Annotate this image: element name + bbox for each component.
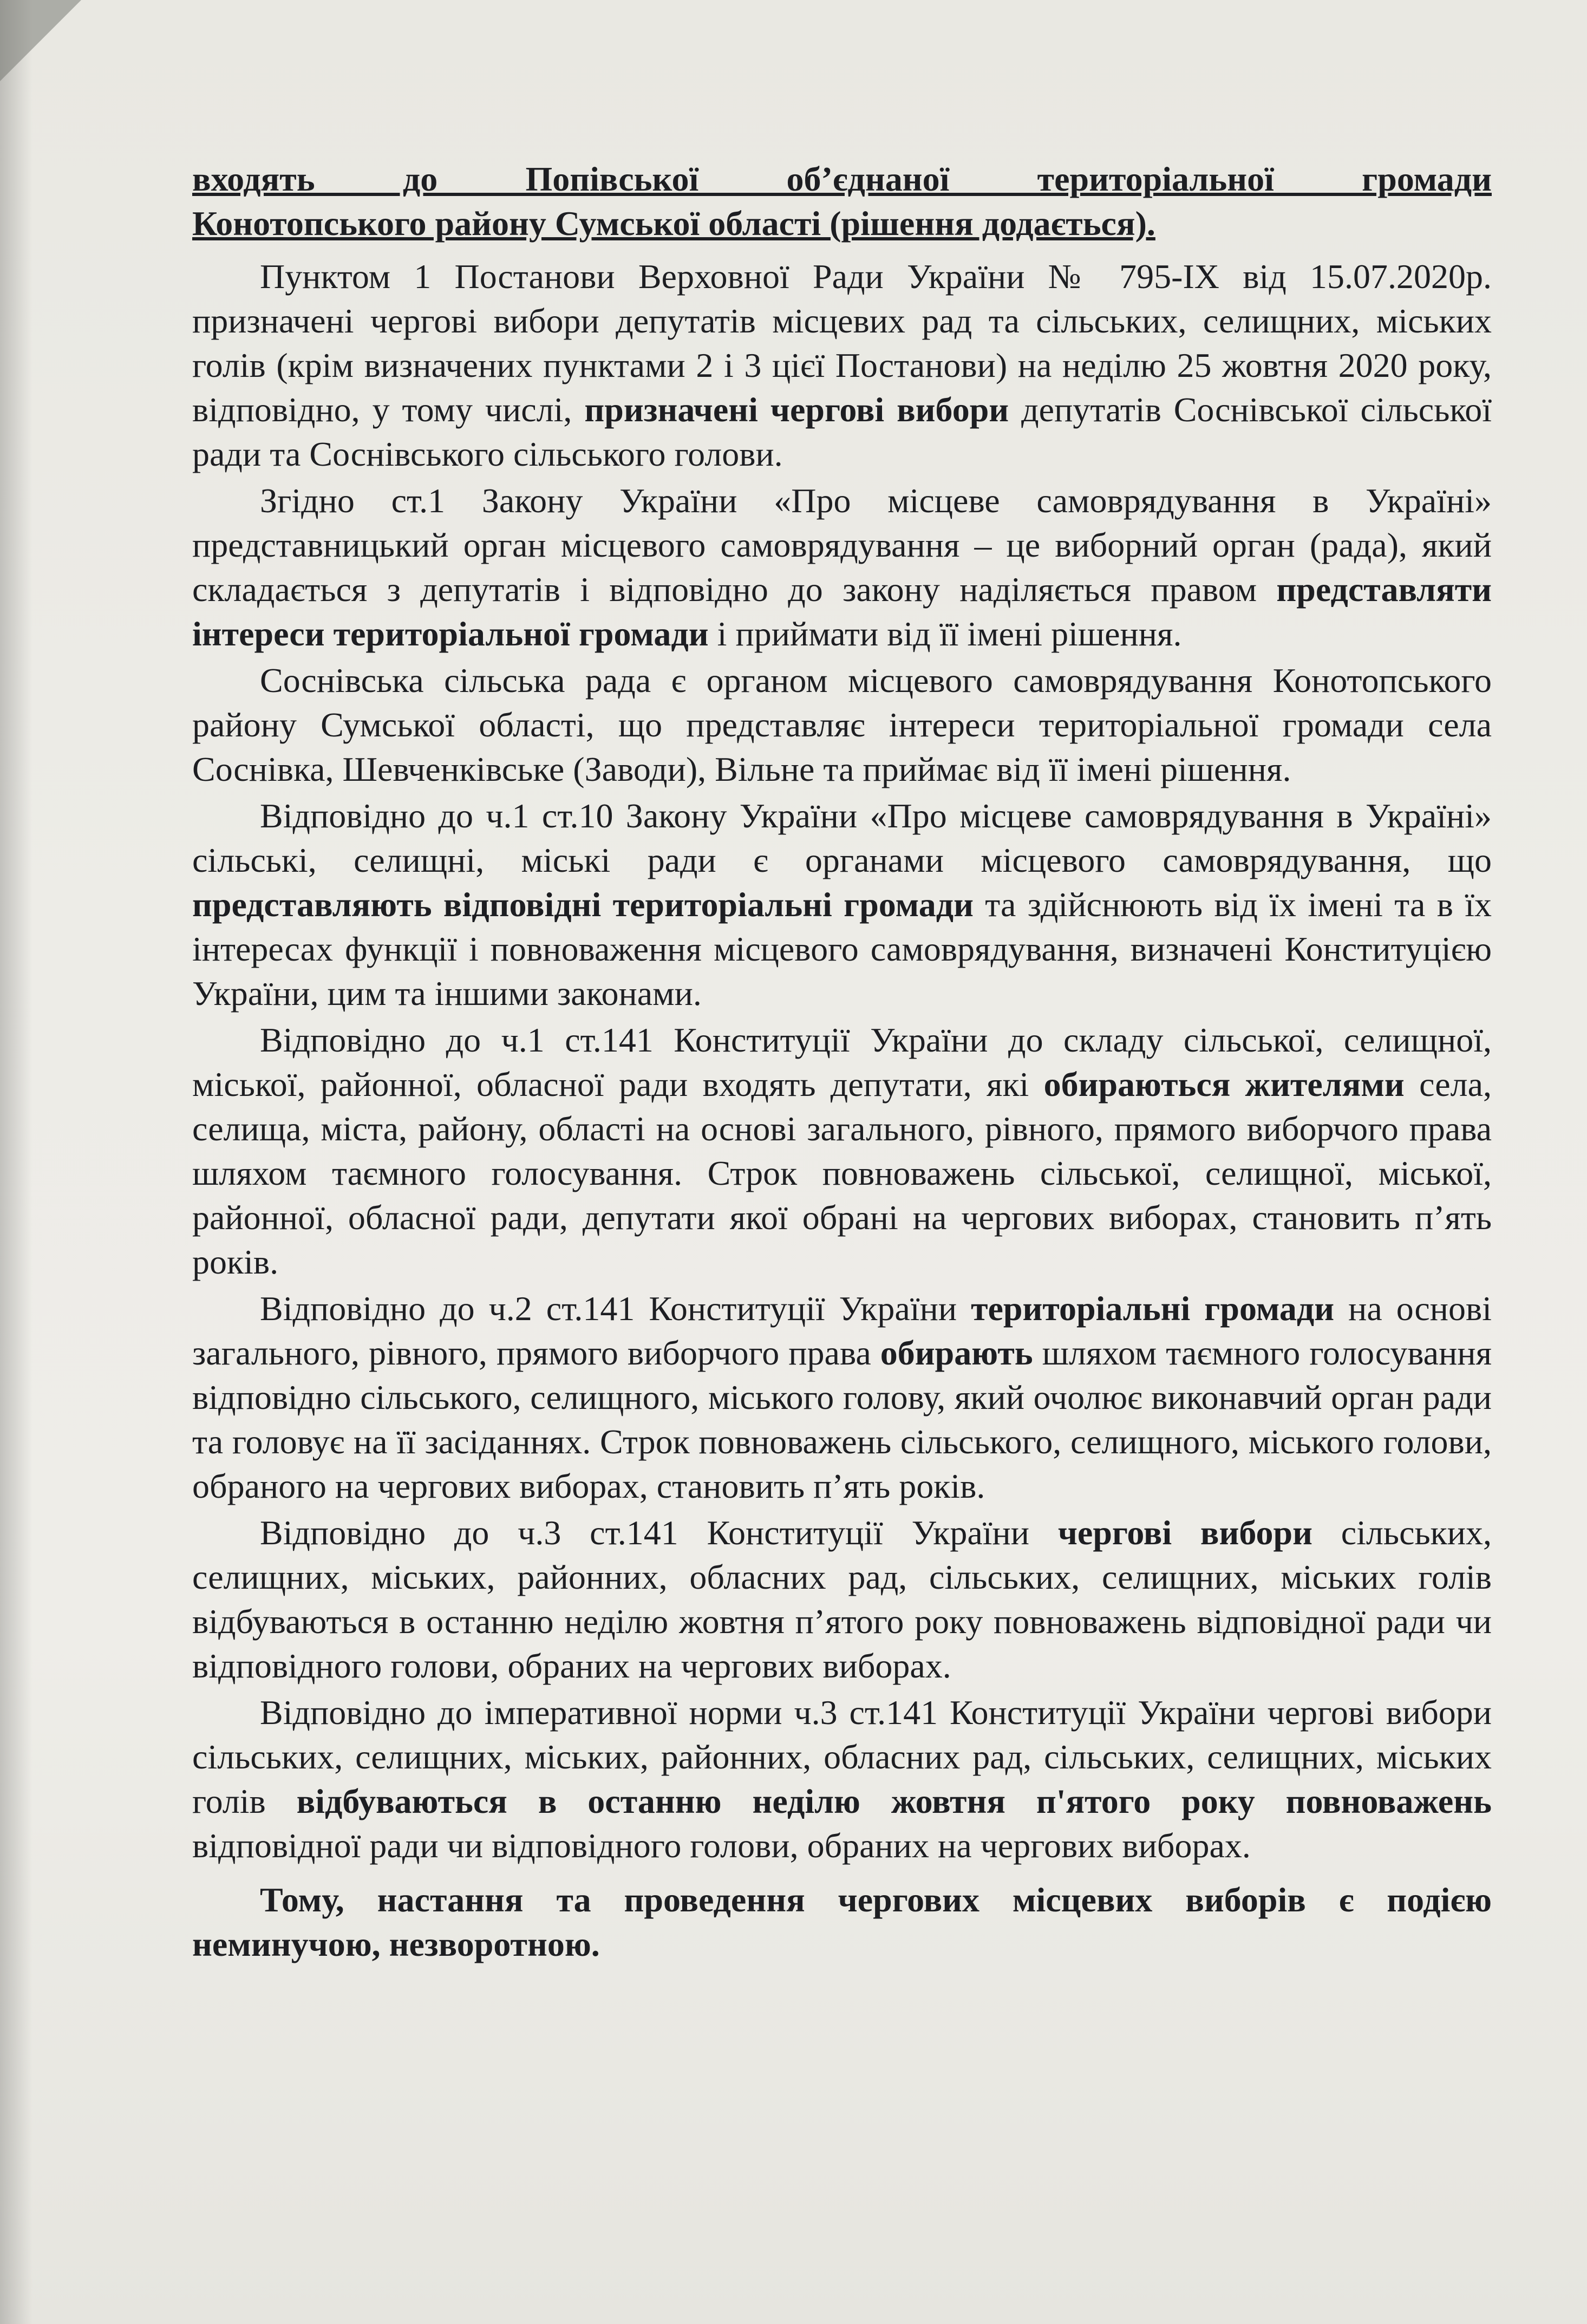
paragraph-2-text-1: Згідно ст.1 Закону України «Про місцеве самоврядування в Україні» представницький орган місцевого самоврядування – це виборний орган (рада), який складається з депутатів і відповідно до закону наділяється правом [192,481,1492,609]
paragraph-6-bold-1: територіальні громади [971,1289,1335,1328]
paragraph-2-text-2: і приймати від її імені рішення. [708,615,1182,653]
document-body [192,157,1492,1967]
paragraph-3-text-1: Соснівська сільська рада є органом місцевого самоврядування Конотопського району Сумської області, що представляє інтереси територіальної громади села Соснівка, Шевченківське (Заводи), Вільне та приймає від її імені рішення. [192,661,1492,788]
paragraph-8-bold-1: відбуваються в останню неділю жовтня п'ятого року повноважень [296,1782,1492,1820]
paragraph-5-text-1: Відповідно до ч.1 ст.141 Конституції України до складу сільської, селищної, міської, районної, обласної ради входять депутати, які [192,1021,1492,1104]
paragraph-7-text-2: сільських, селищних, міських, районних, обласних рад, сільських, селищних, міських голів відбуваються в останню неділю жовтня п’ятого року повноважень відповідної ради чи відповідного голови, обраних на чергових виборах. [192,1513,1492,1685]
paragraph-8-text-2: відповідної ради чи відповідного голови, обраних на чергових виборах. [192,1826,1251,1865]
paragraph-1-text-2: депутатів Соснівської сільської ради та Соснівського сільського голови. [192,390,1492,473]
paragraph-2 [192,479,1492,656]
paragraph-5-bold-1: обираються жителями [1043,1065,1405,1104]
paragraph-6-text-3: шляхом таємного голосування відповідно сільського, селищного, міського голову, який очолює виконавчий орган ради та головує на її засіданнях. Строк повноважень сільського, селищного, міського голови, обраного на чергових виборах, становить п’ять років. [192,1334,1492,1505]
paragraph-7 [192,1511,1492,1688]
paragraph-2-bold-1: представляти інтереси територіальної громади [192,570,1492,653]
conclusion-paragraph: Тому, настання та проведення чергових місцевих виборів є подією неминучою, незворотною. [192,1881,1492,1963]
paragraph-7-text-1: Відповідно до ч.3 ст.141 Конституції України [260,1513,1058,1552]
paragraph-1 [192,254,1492,476]
paragraph-4 [192,794,1492,1016]
paragraph-4-text-2: та здійснюють від їх імені та в їх інтересах функції і повноваження місцевого самоврядування, визначені Конституцією України, цим та іншими законами. [192,885,1492,1013]
paragraph-3 [192,658,1492,792]
header-line-2: Конотопського району Сумської області (рішення додається). [192,204,1155,243]
paragraph-6 [192,1287,1492,1509]
paragraph-4-bold-1: представляють відповідні територіальні громади [192,885,974,924]
paragraph-6-text-2: на основі загального, рівного, прямого виборчого права [192,1289,1492,1372]
paragraph-6-text-1: Відповідно до ч.2 ст.141 Конституції України [260,1289,971,1328]
paragraph-5-text-2: села, селища, міста, району, області на основі загального, рівного, прямого виборчого права шляхом таємного голосування. Строк повноважень сільської, селищної, міської, районної, обласної ради, депутати якої обрані на чергових виборах, становить п’ять років. [192,1065,1492,1281]
paragraph-6-bold-2: обирають [880,1334,1033,1372]
paragraph-7-bold-1: чергові вибори [1057,1513,1312,1552]
paragraph-4-text-1: Відповідно до ч.1 ст.10 Закону України «Про місцеве самоврядування в Україні» сільські, селищні, міські ради є органами місцевого самоврядування, що [192,797,1492,879]
paragraph-8-text-1: Відповідно до імперативної норми ч.3 ст.141 Конституції України чергові вибори сільських, селищних, міських, районних, обласних рад, сільських, селищних, міських голів [192,1693,1492,1820]
page-edge-shadow [0,0,32,2324]
paragraph-1-bold-1: призначені чергові вибори [584,390,1009,429]
paragraph-1-text-1: Пунктом 1 Постанови Верховної Ради України № 795-IX від 15.07.2020р. призначені чергові вибори депутатів місцевих рад та сільських, селищних, міських голів (крім визначених пунктами 2 і 3 цієї Постанови) на неділю 25 жовтня 2020 року, відповідно, у тому числі, [192,257,1492,429]
paragraph-8 [192,1690,1492,1868]
page-corner-fold [0,0,81,81]
paragraph-5 [192,1018,1492,1284]
header-paragraph [192,157,1492,246]
header-line-1: входять до Попівської об’єднаної територіальної громади [192,160,1492,198]
